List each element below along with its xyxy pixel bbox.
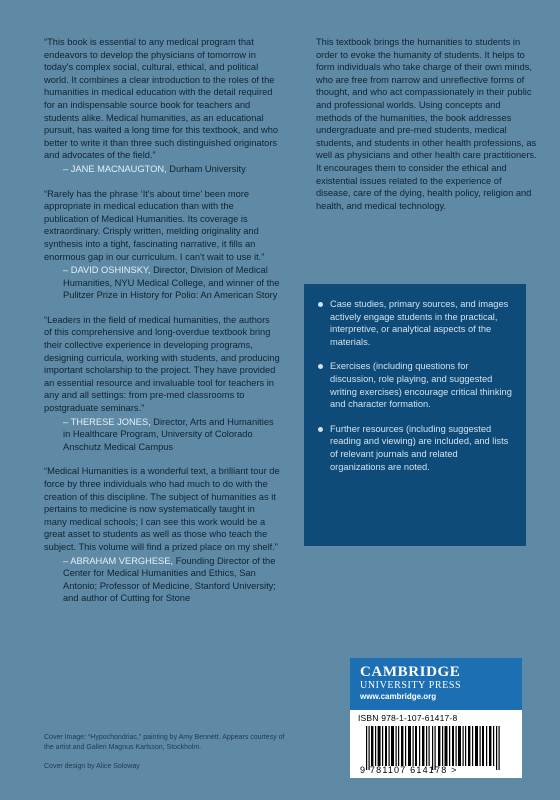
endorser-name: – THERESE JONES, <box>63 416 151 427</box>
feature-text: Exercises (including questions for discussion, role playing, and suggested writing exercises) encourage critical thinking and character formation. <box>330 361 512 410</box>
endorsement-attribution <box>44 163 280 176</box>
publisher-name: CAMBRIDGE <box>360 664 461 680</box>
endorsement-quote <box>44 188 280 302</box>
feature-item <box>318 298 512 348</box>
endorsement-text: “Medical Humanities is a wonderful text, a brilliant tour de force by three individuals who had much to do with the creation of this discipline. The subject of humanities as it pertains to medicine is now systematically taught in many medical schools; I can see this work would be a great asset to students as well as those who teach the subject. This volume will find a prized place on my shelf.” <box>44 466 280 552</box>
features-box <box>304 284 526 546</box>
endorsement-text: “Leaders in the field of medical humanities, the authors of this comprehensive and long-overdue textbook bring their collective experience in developing programs, designing curricula, working with students, and producing important scholarship to the project. They have provided an essential resource and invaluable tool for teachers in any and all settings: from pre-med classrooms to postgraduate seminars.” <box>44 314 280 414</box>
endorsement-attribution <box>44 264 280 302</box>
endorsement-attribution <box>44 416 280 454</box>
isbn-barcode-block <box>350 710 522 778</box>
endorser-name: – DAVID OSHINSKY, <box>63 265 151 276</box>
bullet-icon <box>318 427 323 432</box>
bullet-icon <box>318 364 323 369</box>
endorsements-column <box>44 36 280 617</box>
endorser-name: – JANE MACNAUGTON, <box>63 163 167 174</box>
barcode-digits: 9 781107 614178 > <box>360 765 458 775</box>
bullet-icon <box>318 302 323 307</box>
publisher-logo <box>350 658 522 710</box>
endorsement-quote <box>44 314 280 454</box>
endorser-affiliation: Durham University <box>166 163 246 174</box>
endorsement-quote <box>44 36 280 176</box>
isbn-label: ISBN 978-1-107-61417-8 <box>358 713 458 723</box>
endorsement-text: “This book is essential to any medical program that endeavors to develop the physicians of tomorrow in today's complex social, cultural, ethical, and political world. It combines a clear introduction to the roles of the humanities in medical education with the detail required for an indispensable source book for teachers and students alike. Medical humanities, as an educational pursuit, has waited a long time for this textbook, and who better to write it than three such distinguished originators and advocates of the field.” <box>44 37 279 161</box>
endorser-affiliation: Director, Arts and Humanities in Healthcare Program, University of Colorado Anschutz Medical Campus <box>63 416 274 452</box>
endorser-name: – ABRAHAM VERGHESE, <box>63 555 174 566</box>
endorsement-text: “Rarely has the phrase ‘It's about time’ been more appropriate in medical education than with the publication of Medical Humanities. Its coverage is extraordinary. Crisply written, melding originality and synthesis into a tight, fascinating narrative, it fills an enormous gap in our curriculum. I can't wait to use it.” <box>44 188 265 262</box>
book-description <box>316 36 538 212</box>
cover-image-credit: Cover Image: “Hypochondriac,” painting by Amy Bennett. Appears courtesy of the artist and Galleri Magnus Karlsson, Stockholm. <box>44 734 285 751</box>
publisher-url: www.cambridge.org <box>360 692 437 701</box>
endorser-affiliation: Founding Director of the Center for Medical Humanities and Ethics, San Antonio; Professor of Medicine, Stanford University; and author of Cutting for Stone <box>63 555 276 604</box>
cover-credits <box>44 733 294 772</box>
endorser-affiliation: Director, Division of Medical Humanities, NYU Medical College, and winner of the Pulitzer Prize in History for Polio: An American Story <box>63 265 280 301</box>
cover-design-credit: Cover design by Alice Soloway <box>44 763 140 770</box>
feature-item <box>318 423 512 473</box>
feature-item <box>318 360 512 410</box>
feature-text: Further resources (including suggested reading and viewing) are included, and lists of relevant journals and related organizations are noted. <box>330 423 509 472</box>
features-list <box>318 298 512 473</box>
description-text: This textbook brings the humanities to students in order to evoke the humanity of students. It helps to form individuals who take charge of their own minds, who are free from narrow and unreflective forms of thought, and who act compassionately in their public and professional worlds. Using concepts and methods of the humanities, the book addresses undergraduate and pre-med students, medical students, and students in other health professions, as well as physicians and other health care practitioners. It encourages them to consider the ethical and existential issues related to the experience of disease, care of the dying, health policy, religion and health, and medical technology. <box>316 37 537 211</box>
endorsement-quote <box>44 465 280 605</box>
endorsement-attribution <box>44 555 280 605</box>
barcode-icon <box>358 726 514 770</box>
publisher-press: UNIVERSITY PRESS <box>360 680 462 691</box>
feature-text: Case studies, primary sources, and images actively engage students in the practical, interpretive, or analytical aspects of the materials. <box>330 299 509 347</box>
